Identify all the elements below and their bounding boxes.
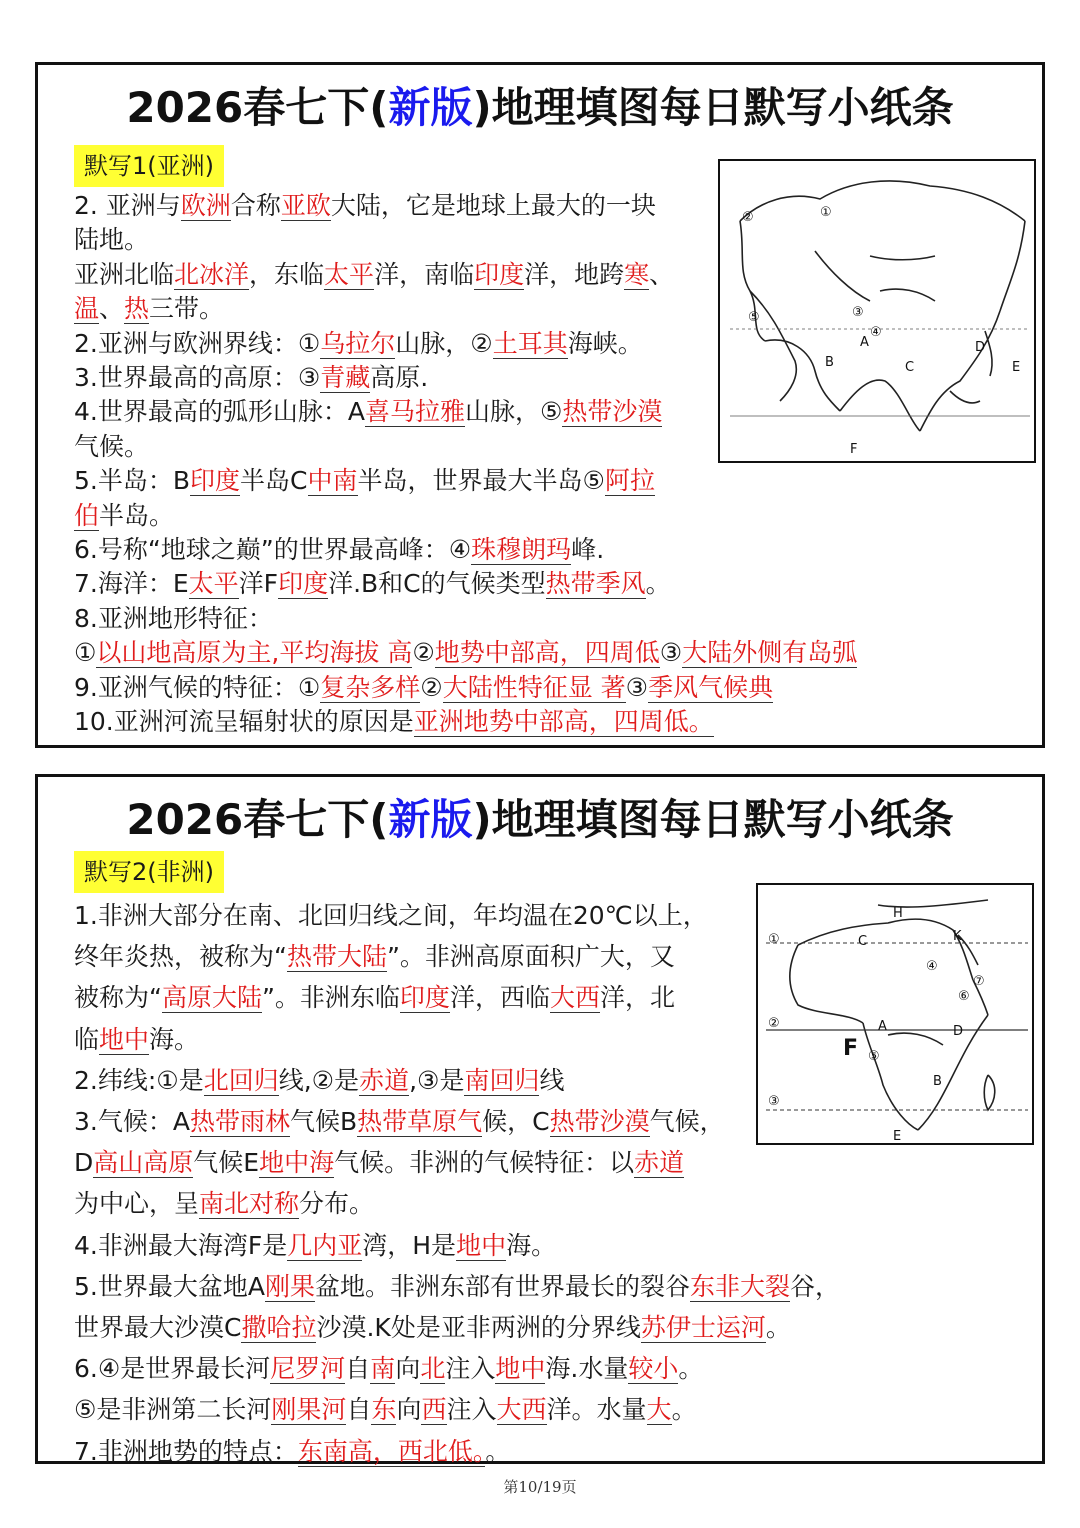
map-label: ③ xyxy=(768,1094,780,1109)
answer-text: 南 xyxy=(370,1354,396,1384)
map-label: ① xyxy=(768,932,780,947)
answer-text: 土耳其 xyxy=(492,328,568,358)
text-line xyxy=(74,1101,840,1142)
answer-text: 亚欧 xyxy=(280,191,331,220)
page-number: 第10/19页 xyxy=(503,1478,577,1496)
text-line xyxy=(74,1348,840,1389)
map-label: B xyxy=(825,355,834,370)
prompt-text: 世界最大沙漠C xyxy=(74,1313,242,1343)
prompt-text: 洋.B和C的气候类型 xyxy=(328,569,546,599)
dictation-card-africa xyxy=(35,774,1045,1464)
answer-text: 热带雨林 xyxy=(189,1107,290,1137)
prompt-text: ”。非洲东临 xyxy=(261,983,400,1013)
answer-text: 喜马拉雅 xyxy=(364,397,465,427)
prompt-text: 半岛C xyxy=(240,466,308,496)
prompt-text: 盆地。非洲东部有世界最长的裂谷 xyxy=(314,1271,690,1301)
prompt-text: ⑤是非洲第二长河 xyxy=(74,1395,272,1425)
text-line xyxy=(74,977,840,1018)
prompt-text: 注入 xyxy=(446,1395,497,1425)
answer-text: 撒哈拉 xyxy=(241,1313,317,1343)
section-tag: 默写1(亚洲) xyxy=(74,145,224,187)
prompt-text: 自 xyxy=(345,1354,371,1384)
asia-map xyxy=(718,159,1036,463)
answer-text: 东非大裂 xyxy=(690,1271,791,1301)
prompt-text: ,③是 xyxy=(409,1065,465,1095)
prompt-text: 2.纬线:①是 xyxy=(74,1065,204,1095)
prompt-text: 10.亚洲河流呈辐射状的原因是 xyxy=(74,707,414,737)
map-label: D xyxy=(975,340,986,355)
prompt-text: 洋F xyxy=(238,569,279,599)
prompt-text: 沙漠.K处是亚非两洲的分界线 xyxy=(316,1313,641,1343)
prompt-text: 候，C xyxy=(482,1107,550,1137)
prompt-text: 峰. xyxy=(571,535,605,565)
prompt-text: 气候， xyxy=(649,1107,725,1137)
answer-text: 刚果 xyxy=(264,1271,315,1301)
map-label: ④ xyxy=(926,959,938,974)
text-line xyxy=(74,895,840,936)
answer-text: 季风气候典 xyxy=(648,672,774,702)
prompt-text: 陆地。 xyxy=(74,225,150,255)
prompt-text: 。 xyxy=(678,1354,704,1384)
answer-text: 刚果河 xyxy=(271,1395,347,1425)
answer-text: 东南高，西北低。 xyxy=(297,1436,486,1466)
prompt-text: 向 xyxy=(395,1354,421,1384)
answer-text: 苏伊士运河 xyxy=(640,1313,766,1343)
prompt-text: 半岛。 xyxy=(99,500,175,530)
text-line xyxy=(74,1019,840,1060)
prompt-text: 洋，南临 xyxy=(374,259,475,289)
answer-text: 热带沙漠 xyxy=(562,397,663,427)
dictation-card-asia xyxy=(35,62,1045,748)
answer-text: 以山地高原为主,平均海拔 高 xyxy=(96,638,413,668)
prompt-text: ② xyxy=(420,672,443,702)
prompt-text: 。 xyxy=(485,1436,511,1466)
answer-text: 热带沙漠 xyxy=(549,1107,650,1137)
text-line xyxy=(74,1183,840,1224)
answer-text: 几内亚 xyxy=(287,1230,363,1260)
answer-text: 复杂多样 xyxy=(320,672,421,702)
title-highlight: 新版 xyxy=(388,83,473,132)
map-label: ⑦ xyxy=(973,974,985,989)
answer-text: 印度 xyxy=(474,259,525,289)
answer-text: 伯 xyxy=(74,500,100,530)
prompt-text: 谷， xyxy=(790,1271,841,1301)
answer-text: 大陆外侧有岛弧 xyxy=(682,638,858,668)
map-label: ④ xyxy=(870,325,882,340)
prompt-text: 海峡。 xyxy=(567,328,643,358)
prompt-text: 气候E xyxy=(193,1148,260,1178)
text-line xyxy=(74,602,857,636)
prompt-text: 湾，H是 xyxy=(362,1230,457,1260)
answer-text: 中南 xyxy=(307,466,358,496)
prompt-text: 洋，西临 xyxy=(449,983,550,1013)
answer-text: 亚洲地势中部高，四周低。 xyxy=(413,707,714,737)
answer-text: 西 xyxy=(421,1395,447,1425)
prompt-text: 7.海洋：E xyxy=(74,569,189,599)
prompt-text: 三带。 xyxy=(149,294,225,324)
answer-text: 地势中部高，四周低 xyxy=(434,638,660,668)
prompt-text: 3.世界最高的高原：③ xyxy=(74,363,321,393)
prompt-text: 。 xyxy=(671,1395,697,1425)
answer-text: 太平 xyxy=(188,569,239,599)
text-line xyxy=(74,499,857,533)
answer-text: 地中海 xyxy=(259,1148,335,1178)
card-title xyxy=(38,75,1042,135)
prompt-text: 5.世界最大盆地A xyxy=(74,1271,265,1301)
prompt-text: 合称 xyxy=(230,191,281,220)
answer-text: 地中 xyxy=(99,1024,150,1054)
answer-text: 欧洲 xyxy=(180,191,231,220)
text-line xyxy=(74,936,840,977)
prompt-text: ③ xyxy=(625,672,649,702)
asia-map-drawing xyxy=(720,161,1034,461)
map-label: F xyxy=(850,442,858,457)
prompt-text: 被称为“ xyxy=(74,983,162,1013)
answer-text: 印度 xyxy=(190,466,241,496)
prompt-text: 向 xyxy=(396,1395,422,1425)
prompt-text: 终年炎热，被称为“ xyxy=(74,942,287,972)
text-line xyxy=(74,1225,840,1266)
title-part: )地理填图每日默写小纸条 xyxy=(472,83,954,132)
answer-text: 大西 xyxy=(496,1395,547,1425)
answer-text: 青藏 xyxy=(320,363,371,393)
map-label: A xyxy=(860,335,869,350)
answer-text: 地中 xyxy=(456,1230,507,1260)
answer-text: 尼罗河 xyxy=(270,1354,346,1384)
text-line xyxy=(74,636,857,670)
answer-text: 热带草原气 xyxy=(357,1107,483,1137)
prompt-text: 洋，北 xyxy=(599,983,675,1013)
prompt-text: 山脉，② xyxy=(395,328,493,358)
prompt-text: 海。 xyxy=(506,1230,557,1260)
answer-text: 南北对称 xyxy=(199,1189,300,1219)
answer-text: 热 xyxy=(124,294,150,324)
answer-text: 太平 xyxy=(324,259,375,289)
prompt-text: 洋。水量 xyxy=(546,1395,647,1425)
answer-text: 北回归 xyxy=(203,1065,279,1095)
prompt-text: 气候。非洲的气候特征：以 xyxy=(334,1148,635,1178)
text-line xyxy=(74,464,857,498)
map-label: A xyxy=(878,1019,887,1034)
answer-text: 北冰洋 xyxy=(174,259,250,289)
prompt-text: 2.亚洲与欧洲界线：① xyxy=(74,328,321,358)
title-part: 2026春七下( xyxy=(126,795,389,844)
prompt-text: 6.号称“地球之巅”的世界最高峰：④ xyxy=(74,535,472,565)
prompt-text: 山脉，⑤ xyxy=(464,397,563,427)
answer-text: 热带大陆 xyxy=(286,942,387,972)
prompt-text: ③ xyxy=(659,638,683,668)
card-title xyxy=(38,787,1042,847)
section-tag: 默写2(非洲) xyxy=(74,851,224,893)
map-label: F xyxy=(843,1036,859,1061)
prompt-text: 洋，地跨 xyxy=(524,259,625,289)
map-label: ③ xyxy=(852,305,864,320)
map-label: ⑤ xyxy=(868,1049,880,1064)
answer-text: 阿拉 xyxy=(604,466,655,496)
prompt-text: 为中心，呈 xyxy=(74,1189,200,1219)
text-line xyxy=(74,1431,840,1472)
text-line xyxy=(74,1307,840,1348)
map-label: B xyxy=(933,1074,942,1089)
prompt-text: 2. 亚洲与 xyxy=(74,191,181,220)
prompt-text: 5.半岛：B xyxy=(74,466,191,496)
text-line xyxy=(74,1142,840,1183)
prompt-text: 大陆，它是地球上最大的一块 xyxy=(330,191,656,220)
prompt-text: 高原. xyxy=(370,363,429,393)
text-line xyxy=(74,567,857,601)
answer-text: 高山高原 xyxy=(93,1148,194,1178)
map-label: ⑤ xyxy=(748,310,760,325)
prompt-text: 线,②是 xyxy=(278,1065,360,1095)
africa-map-drawing xyxy=(758,885,1032,1143)
answer-text: 较小 xyxy=(628,1354,679,1384)
prompt-text: 线 xyxy=(539,1065,565,1095)
title-highlight: 新版 xyxy=(388,795,473,844)
answer-text: 珠穆朗玛 xyxy=(471,535,572,565)
answer-text: 高原大陆 xyxy=(161,983,262,1013)
map-label: ⑥ xyxy=(958,989,970,1004)
prompt-text: D xyxy=(74,1148,94,1178)
prompt-text: 3.气候：A xyxy=(74,1107,190,1137)
prompt-text: 、 xyxy=(99,294,125,324)
prompt-text: 气候。 xyxy=(74,431,150,461)
map-label: ② xyxy=(742,210,754,225)
prompt-text: 9.亚洲气候的特征：① xyxy=(74,672,321,702)
answer-text: 热带季风 xyxy=(545,569,646,599)
map-label: E xyxy=(1012,360,1021,375)
prompt-text: ，东临 xyxy=(249,259,325,289)
answer-text: 赤道 xyxy=(634,1148,685,1178)
map-label: C xyxy=(858,934,868,949)
answer-text: 大西 xyxy=(549,983,600,1013)
answer-text: 北 xyxy=(420,1354,446,1384)
map-label: ① xyxy=(820,205,832,220)
answer-text: 寒 xyxy=(624,259,650,289)
prompt-text: ② xyxy=(412,638,435,668)
prompt-text: 7.非洲地势的特点： xyxy=(74,1436,298,1466)
answer-text: 乌拉尔 xyxy=(320,328,396,358)
prompt-text: ”。非洲高原面积广大，又 xyxy=(386,942,675,972)
map-label: D xyxy=(953,1024,964,1039)
answer-text: 地中 xyxy=(495,1354,546,1384)
prompt-text: 6.④是世界最长河 xyxy=(74,1354,271,1384)
answer-text: 大 xyxy=(646,1395,672,1425)
text-line xyxy=(74,1060,840,1101)
prompt-text: ① xyxy=(74,638,97,668)
prompt-text: 注入 xyxy=(445,1354,496,1384)
prompt-text: 8.亚洲地形特征： xyxy=(74,603,273,633)
answer-text: 南回归 xyxy=(464,1065,540,1095)
africa-map xyxy=(756,883,1034,1145)
text-line xyxy=(74,705,857,739)
text-line xyxy=(74,1266,840,1307)
prompt-text: 亚洲北临 xyxy=(74,259,175,289)
prompt-text: 海.水量 xyxy=(545,1354,629,1384)
prompt-text: 自 xyxy=(346,1395,372,1425)
answer-text: 赤道 xyxy=(359,1065,410,1095)
title-part: )地理填图每日默写小纸条 xyxy=(472,795,954,844)
text-line xyxy=(74,1389,840,1430)
prompt-text: 4.世界最高的弧形山脉：A xyxy=(74,397,365,427)
map-label: E xyxy=(893,1129,902,1143)
prompt-text: 4.非洲最大海湾F是 xyxy=(74,1230,288,1260)
prompt-text: 、 xyxy=(649,259,675,289)
prompt-text: 海。 xyxy=(149,1024,200,1054)
prompt-text: 临 xyxy=(74,1024,100,1054)
map-label: ② xyxy=(768,1016,780,1031)
map-label: K xyxy=(953,929,962,944)
prompt-text: 。 xyxy=(765,1313,791,1343)
prompt-text: 分布。 xyxy=(299,1189,375,1219)
prompt-text: 半岛，世界最大半岛⑤ xyxy=(357,466,605,496)
answer-text: 温 xyxy=(74,294,100,324)
prompt-text: 。 xyxy=(645,569,671,599)
map-label: C xyxy=(905,360,915,375)
text-line xyxy=(74,533,857,567)
card-body xyxy=(74,895,840,1472)
answer-text: 大陆性特征显 著 xyxy=(442,672,626,702)
prompt-text: 1.非洲大部分在南、北回归线之间，年均温在20℃以上， xyxy=(74,901,708,930)
answer-text: 印度 xyxy=(399,983,450,1013)
answer-text: 东 xyxy=(371,1395,397,1425)
map-label: H xyxy=(893,906,903,921)
answer-text: 印度 xyxy=(278,569,329,599)
text-line xyxy=(74,671,857,705)
title-part: 2026春七下( xyxy=(126,83,389,132)
prompt-text: 气候B xyxy=(289,1107,358,1137)
